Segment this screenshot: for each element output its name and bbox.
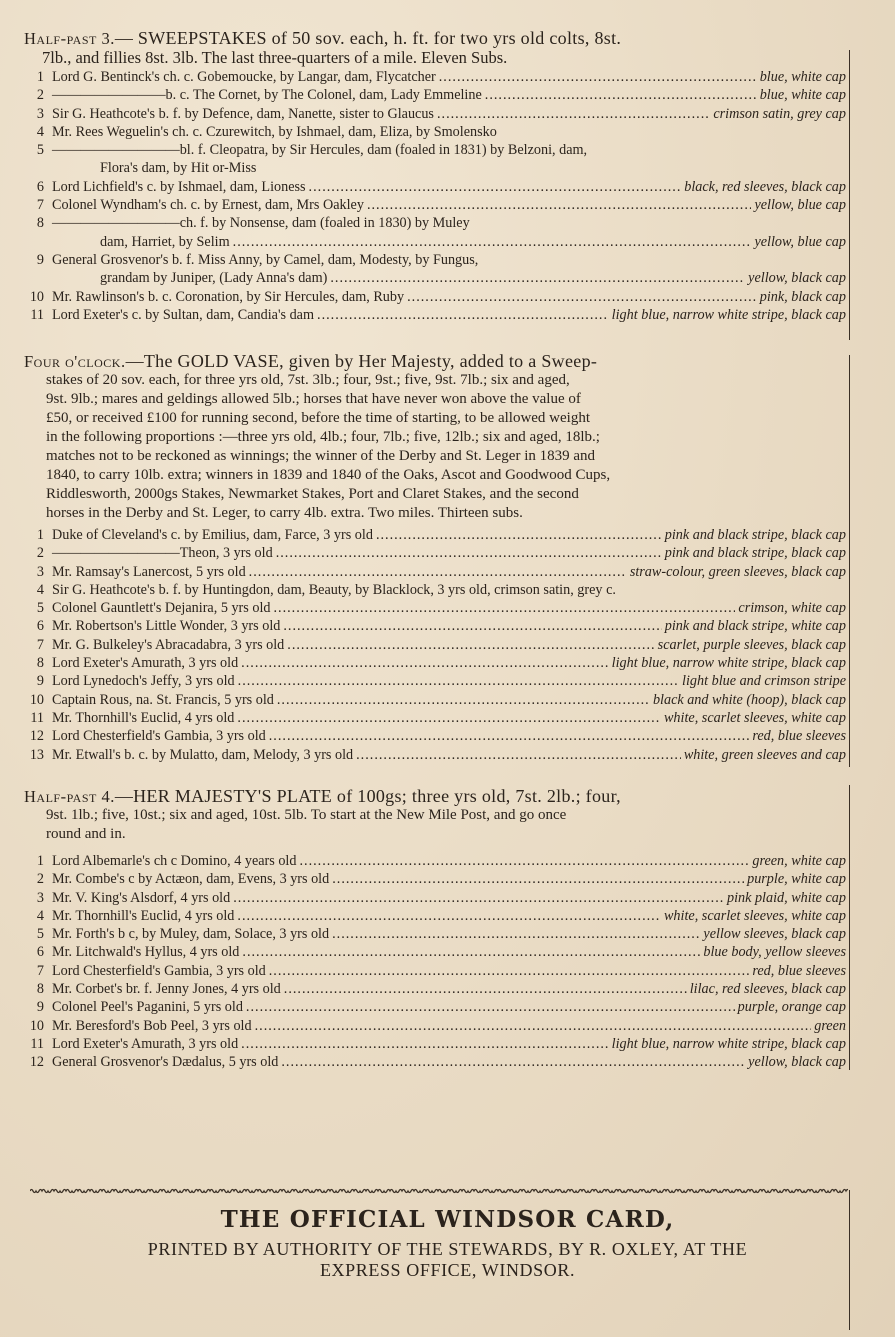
margin-rule-2 bbox=[849, 355, 850, 767]
entry-row bbox=[24, 925, 846, 943]
entry-number: 7 bbox=[36, 962, 44, 979]
entry-colours: white, green sleeves and cap bbox=[683, 746, 846, 763]
entry-colours: pink plaid, white cap bbox=[726, 889, 846, 906]
leader-dots bbox=[237, 907, 661, 925]
entry-description: Lord Chesterfield's Gambia, 3 yrs old bbox=[52, 962, 266, 979]
leader-dots bbox=[407, 288, 757, 306]
entry-description: dam, Harriet, by Selim bbox=[100, 233, 230, 250]
entry-colours: red, blue sleeves bbox=[752, 728, 846, 745]
leader-dots bbox=[269, 727, 750, 745]
entry-number: 5 bbox=[36, 142, 44, 159]
race-heading bbox=[24, 29, 846, 67]
entry-number: 4 bbox=[36, 581, 44, 598]
entry-colours: pink, black cap bbox=[759, 288, 846, 305]
entry-description: Mr. Rawlinson's b. c. Coronation, by Sir Hercules, dam, Ruby bbox=[52, 288, 405, 305]
leader-dots bbox=[273, 599, 735, 617]
leader-dots bbox=[281, 1053, 745, 1071]
entry-colours: black, red sleeves, black cap bbox=[684, 178, 846, 195]
entry-colours: yellow sleeves, black cap bbox=[703, 926, 846, 943]
entry-number: 2 bbox=[36, 87, 44, 104]
entry-description: Colonel Peel's Paganini, 5 yrs old bbox=[52, 999, 243, 1016]
conditions-line: matches not to be reckoned as winnings; the winner of the Derby and St. Leger in 1839 and bbox=[46, 448, 596, 464]
entry-row bbox=[24, 233, 846, 251]
entry-row bbox=[24, 727, 846, 745]
entry-row bbox=[24, 672, 846, 690]
entries-list bbox=[24, 526, 846, 764]
margin-rule-1 bbox=[849, 50, 850, 340]
entry-description: Lord Lichfield's c. by Ishmael, dam, Lioness bbox=[52, 178, 306, 195]
entry-colours: white, scarlet sleeves, white cap bbox=[663, 907, 846, 924]
entry-description: General Grosvenor's b. f. Miss Anny, by Camel, dam, Modesty, by Fungus, bbox=[52, 251, 479, 268]
entry-row bbox=[24, 852, 846, 870]
entry-row bbox=[24, 691, 846, 709]
entry-description: Captain Rous, na. St. Francis, 5 yrs old bbox=[52, 691, 274, 708]
entry-description: Lord Exeter's Amurath, 3 yrs old bbox=[52, 655, 239, 672]
entry-number: 6 bbox=[36, 944, 44, 961]
entry-colours: yellow, black cap bbox=[748, 270, 846, 287]
leader-dots bbox=[317, 306, 609, 324]
entry-colours: light blue and crimson stripe bbox=[682, 673, 846, 690]
entry-row bbox=[24, 746, 846, 764]
entry-row bbox=[24, 962, 846, 980]
race-heading bbox=[24, 352, 846, 371]
entry-description: Duke of Cleveland's c. by Emilius, dam, Farce, 3 yrs old bbox=[52, 527, 373, 543]
entry-number: 10 bbox=[29, 288, 44, 305]
entry-number: 1 bbox=[36, 69, 44, 85]
entry-colours: green bbox=[814, 1017, 846, 1034]
entry-colours: green, white cap bbox=[752, 853, 846, 869]
entry-number: 9 bbox=[36, 673, 44, 690]
entry-description: Lord G. Bentinck's ch. c. Gobemoucke, by Langar, dam, Flycatcher bbox=[52, 69, 436, 85]
entry-description: Lord Exeter's c. by Sultan, dam, Candia's dam bbox=[52, 306, 315, 323]
entry-row bbox=[24, 617, 846, 635]
entry-description: Mr. Corbet's br. f. Jenny Jones, 4 yrs old bbox=[52, 981, 281, 998]
entry-description: Mr. Robertson's Little Wonder, 3 yrs old bbox=[52, 618, 281, 635]
race-title: —HER MAJESTY'S PLATE of 100gs; three yrs old, 7st. 2lb.; four, bbox=[114, 786, 621, 806]
leader-dots bbox=[233, 889, 724, 907]
entry-number: 1 bbox=[36, 527, 44, 543]
leader-dots bbox=[309, 178, 682, 196]
entry-description: Sir G. Heathcote's b. f. by Huntingdon, dam, Beauty, by Blacklock, 3 yrs old, crimson satin, grey c. bbox=[52, 581, 616, 598]
entry-number: 5 bbox=[36, 600, 44, 617]
entry-number: 12 bbox=[29, 728, 44, 745]
entry-row bbox=[24, 599, 846, 617]
entry-colours: yellow, black cap bbox=[748, 1054, 846, 1071]
entry-number: 8 bbox=[36, 655, 44, 672]
conditions-line: 9st. 1lb.; five, 10st.; six and aged, 10st. 5lb. To start at the New Mile Post, and go once bbox=[46, 807, 567, 823]
entry-row bbox=[24, 709, 846, 727]
leader-dots bbox=[356, 746, 681, 764]
entry-row bbox=[24, 269, 846, 287]
conditions-line: 9st. 9lb.; mares and geldings allowed 5lb.; horses that have never won above the value of bbox=[46, 391, 581, 407]
entry-number: 7 bbox=[36, 636, 44, 653]
entry-description: —————————Theon, 3 yrs old bbox=[52, 545, 273, 562]
entry-number: 6 bbox=[36, 178, 44, 195]
entry-row bbox=[24, 68, 846, 86]
race-conditions: 7lb., and fillies 8st. 3lb. The last three-quarters of a mile. Eleven Subs. bbox=[42, 48, 508, 67]
entry-colours: blue body, yellow sleeves bbox=[703, 944, 846, 961]
entry-description: Mr. Ramsay's Lanercost, 5 yrs old bbox=[52, 563, 246, 580]
entry-number: 1 bbox=[36, 853, 44, 869]
entry-row bbox=[24, 1035, 846, 1053]
entry-description: Mr. Etwall's b. c. by Mulatto, dam, Melody, 3 yrs old bbox=[52, 746, 354, 763]
entry-number: 3 bbox=[36, 105, 44, 122]
entry-colours: pink and black stripe, black cap bbox=[664, 545, 846, 562]
entry-description: Mr. Thornhill's Euclid, 4 yrs old bbox=[52, 709, 235, 726]
footer-line-2: EXPRESS OFFICE, WINDSOR. bbox=[319, 1260, 576, 1280]
leader-dots bbox=[249, 563, 627, 581]
entry-colours: lilac, red sleeves, black cap bbox=[689, 981, 846, 998]
entry-number: 3 bbox=[36, 889, 44, 906]
leader-dots bbox=[238, 672, 679, 690]
entry-description: Colonel Wyndham's ch. c. by Ernest, dam, Mrs Oakley bbox=[52, 197, 364, 214]
leader-dots bbox=[437, 105, 710, 123]
entry-row bbox=[24, 654, 846, 672]
entry-colours: light blue, narrow white stripe, black cap bbox=[611, 1035, 846, 1052]
race-conditions bbox=[24, 371, 846, 523]
leader-dots bbox=[439, 68, 757, 86]
entry-description: Lord Exeter's Amurath, 3 yrs old bbox=[52, 1035, 239, 1052]
entry-row bbox=[24, 943, 846, 961]
entry-number: 4 bbox=[36, 123, 44, 140]
entry-row bbox=[24, 105, 846, 123]
leader-dots bbox=[332, 870, 744, 888]
entry-number: 4 bbox=[36, 907, 44, 924]
entry-description: Mr. Forth's b c, by Muley, dam, Solace, 3 yrs old bbox=[52, 926, 330, 943]
conditions-line: 1840, to carry 10lb. extra; winners in 1839 and 1840 of the Oaks, Ascot and Goodwood Cups, bbox=[46, 467, 611, 483]
entry-description: Mr. Litchwald's Hyllus, 4 yrs old bbox=[52, 944, 240, 961]
entry-row bbox=[24, 178, 846, 196]
entry-colours: black and white (hoop), black cap bbox=[652, 691, 846, 708]
entry-description: General Grosvenor's Dædalus, 5 yrs old bbox=[52, 1054, 279, 1071]
entry-description: Sir G. Heathcote's b. f. by Defence, dam, Nanette, sister to Glaucus bbox=[52, 105, 434, 122]
entry-number: 9 bbox=[36, 251, 44, 268]
leader-dots bbox=[332, 925, 700, 943]
leader-dots bbox=[276, 544, 662, 562]
entry-number: 8 bbox=[36, 215, 44, 232]
entry-number: 8 bbox=[36, 981, 44, 998]
race-title: —The GOLD VASE, given by Her Majesty, added to a Sweep- bbox=[125, 351, 598, 371]
entry-number: 10 bbox=[29, 691, 44, 708]
entry-row bbox=[24, 196, 846, 214]
leader-dots bbox=[233, 233, 752, 251]
leader-dots bbox=[287, 636, 654, 654]
entry-colours: pink and black stripe, black cap bbox=[664, 527, 846, 543]
leader-dots bbox=[269, 962, 750, 980]
leader-dots bbox=[299, 852, 749, 870]
entry-description: —————————ch. f. by Nonsense, dam (foaled in 1830) by Muley bbox=[52, 215, 470, 232]
entry-row bbox=[24, 581, 846, 599]
entry-row bbox=[24, 214, 846, 232]
entry-description: Mr. Rees Weguelin's ch. c. Czurewitch, by Ishmael, dam, Eliza, by Smolensko bbox=[52, 123, 497, 140]
leader-dots bbox=[242, 943, 700, 961]
entry-description: Mr. Beresford's Bob Peel, 3 yrs old bbox=[52, 1017, 252, 1034]
entry-number: 2 bbox=[36, 871, 44, 888]
leader-dots bbox=[367, 196, 752, 214]
entry-description: Mr. G. Bulkeley's Abracadabra, 3 yrs old bbox=[52, 636, 285, 653]
entry-row bbox=[24, 1017, 846, 1035]
leader-dots bbox=[283, 617, 661, 635]
entry-number: 7 bbox=[36, 197, 44, 214]
leader-dots bbox=[330, 269, 745, 287]
entry-row bbox=[24, 251, 846, 269]
entry-description: Mr. Thornhill's Euclid, 4 yrs old bbox=[52, 907, 235, 924]
entry-description: Lord Albemarle's ch c Domino, 4 years old bbox=[52, 853, 297, 869]
conditions-line: in the following proportions :—three yrs old, 4lb.; four, 7lb.; five, 12lb.; six and aged, 18lb.; bbox=[46, 429, 600, 445]
race-conditions bbox=[24, 806, 846, 844]
race-section-gold-vase bbox=[24, 352, 846, 764]
entry-colours: scarlet, purple sleeves, black cap bbox=[657, 636, 846, 653]
race-title: — SWEEPSTAKES of 50 sov. each, h. ft. for two yrs old colts, 8st. bbox=[114, 28, 622, 48]
entry-row bbox=[24, 123, 846, 141]
race-heading bbox=[24, 787, 846, 806]
leader-dots bbox=[255, 1017, 812, 1035]
race-section-majestys-plate bbox=[24, 787, 846, 1072]
entry-colours: straw-colour, green sleeves, black cap bbox=[629, 563, 846, 580]
footer bbox=[0, 1206, 895, 1281]
entry-row bbox=[24, 306, 846, 324]
entry-number: 2 bbox=[36, 545, 44, 562]
entry-row bbox=[24, 526, 846, 544]
entry-description: Flora's dam, by Hit or-Miss bbox=[100, 160, 257, 177]
entry-description: grandam by Juniper, (Lady Anna's dam) bbox=[100, 270, 328, 287]
race-section-sweepstakes bbox=[24, 29, 846, 324]
entry-colours: pink and black stripe, white cap bbox=[664, 618, 846, 635]
leader-dots bbox=[277, 691, 650, 709]
entry-row bbox=[24, 141, 846, 159]
entry-colours: blue, white cap bbox=[759, 87, 846, 104]
entry-row bbox=[24, 907, 846, 925]
footer-line-1: PRINTED BY AUTHORITY OF THE STEWARDS, BY R. OXLEY, AT THE bbox=[147, 1239, 748, 1259]
entry-number: 5 bbox=[36, 926, 44, 943]
entry-description: ————————b. c. The Cornet, by The Colonel, dam, Lady Emmeline bbox=[52, 87, 482, 104]
entry-colours: yellow, blue cap bbox=[754, 197, 846, 214]
entry-colours: blue, white cap bbox=[759, 69, 846, 85]
entry-number: 11 bbox=[30, 709, 44, 726]
race-time: Four o'clock. bbox=[24, 352, 126, 371]
leader-dots bbox=[237, 709, 661, 727]
entry-number: 3 bbox=[36, 563, 44, 580]
entries-list bbox=[24, 68, 846, 324]
entry-colours: crimson satin, grey cap bbox=[713, 105, 846, 122]
entry-row bbox=[24, 159, 846, 177]
leader-dots bbox=[284, 980, 687, 998]
entry-colours: purple, white cap bbox=[747, 871, 846, 888]
entry-row bbox=[24, 544, 846, 562]
entry-description: Lord Lynedoch's Jeffy, 3 yrs old bbox=[52, 673, 235, 690]
entry-number: 12 bbox=[29, 1054, 44, 1071]
leader-dots bbox=[246, 998, 735, 1016]
entry-description: Lord Chesterfield's Gambia, 3 yrs old bbox=[52, 728, 266, 745]
margin-rule-3 bbox=[849, 785, 850, 1070]
entry-row bbox=[24, 636, 846, 654]
entry-number: 11 bbox=[30, 306, 44, 323]
leader-dots bbox=[485, 86, 757, 104]
conditions-line: £50, or received £100 for running second, before the time of starting, to be allowed weight bbox=[46, 410, 591, 426]
conditions-line: stakes of 20 sov. each, for three yrs old, 7st. 3lb.; four, 9st.; five, 9st. 7lb.; six and aged, bbox=[46, 372, 570, 388]
entry-description: —————————bl. f. Cleopatra, by Sir Hercules, dam (foaled in 1831) by Belzoni, dam, bbox=[52, 142, 588, 159]
entry-number: 6 bbox=[36, 618, 44, 635]
entry-colours: white, scarlet sleeves, white cap bbox=[663, 709, 846, 726]
entry-row bbox=[24, 870, 846, 888]
entry-description: Colonel Gauntlett's Dejanira, 5 yrs old bbox=[52, 600, 271, 617]
entry-colours: purple, orange cap bbox=[737, 999, 846, 1016]
race-time: Half-past 4. bbox=[24, 787, 115, 806]
conditions-line: horses in the Derby and St. Leger, to carry 4lb. extra. Two miles. Thirteen subs. bbox=[46, 505, 523, 521]
entry-colours: light blue, narrow white stripe, black cap bbox=[611, 655, 846, 672]
entry-description: Mr. Combe's c by Actæon, dam, Evens, 3 yrs old bbox=[52, 871, 330, 888]
entry-number: 13 bbox=[29, 746, 44, 763]
leader-dots bbox=[241, 654, 608, 672]
entry-number: 11 bbox=[30, 1035, 44, 1052]
entry-row bbox=[24, 288, 846, 306]
conditions-line: round and in. bbox=[46, 826, 126, 842]
leader-dots bbox=[376, 526, 662, 544]
leader-dots bbox=[241, 1035, 608, 1053]
entries-list bbox=[24, 852, 846, 1072]
entry-description: Mr. V. King's Alsdorf, 4 yrs old bbox=[52, 889, 231, 906]
entry-row bbox=[24, 889, 846, 907]
entry-row bbox=[24, 980, 846, 998]
entry-number: 10 bbox=[29, 1017, 44, 1034]
entry-colours: light blue, narrow white stripe, black cap bbox=[611, 306, 846, 323]
entry-row bbox=[24, 998, 846, 1016]
entry-row bbox=[24, 86, 846, 104]
conditions-line: Riddlesworth, 2000gs Stakes, Newmarket Stakes, Port and Claret Stakes, and the second bbox=[46, 486, 579, 502]
wavy-divider bbox=[30, 1186, 848, 1196]
entry-row bbox=[24, 1053, 846, 1071]
entry-row bbox=[24, 563, 846, 581]
entry-colours: red, blue sleeves bbox=[752, 962, 846, 979]
entry-number: 9 bbox=[36, 999, 44, 1016]
footer-title: THE OFFICIAL WINDSOR CARD, bbox=[220, 1206, 675, 1233]
entry-colours: crimson, white cap bbox=[738, 600, 846, 617]
race-time: Half-past 3. bbox=[24, 29, 115, 48]
entry-colours: yellow, blue cap bbox=[754, 233, 846, 250]
